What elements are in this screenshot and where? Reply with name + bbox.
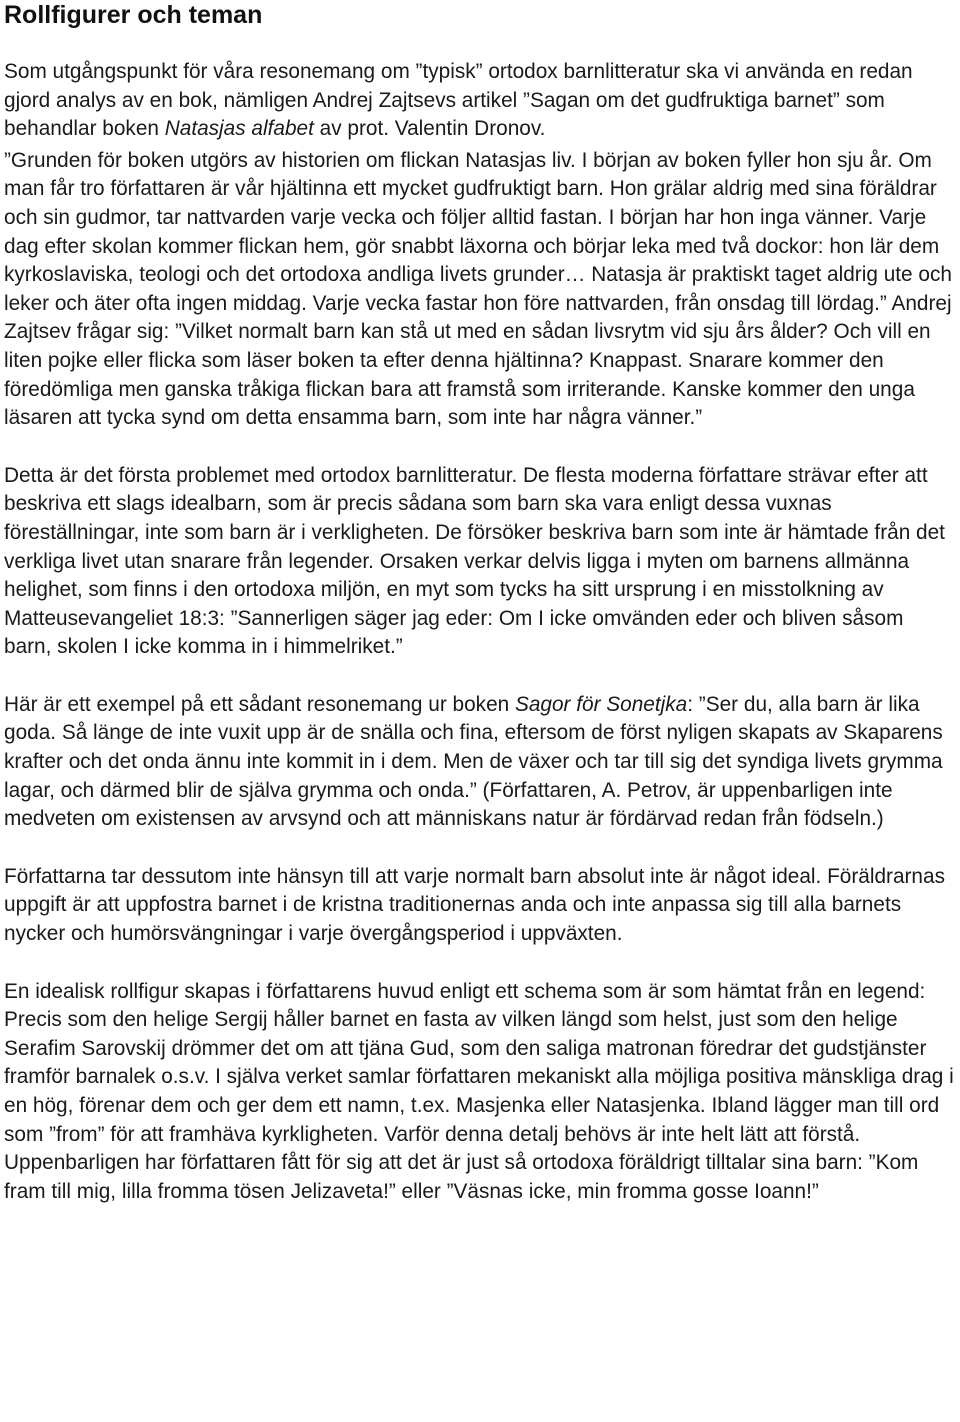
- book-title: Sagor för Sonetjka: [514, 692, 688, 716]
- book-title: Natasjas alfabet: [164, 117, 314, 141]
- paragraph-ideal: [4, 863, 956, 949]
- paragraph-problem: [4, 462, 956, 662]
- paragraph-text: av prot. Valentin Dronov.: [313, 117, 546, 141]
- page-title: Rollfigurer och teman: [4, 1, 263, 29]
- paragraph-text: Här är ett exempel på ett sådant resonemang ur boken: [4, 692, 515, 716]
- paragraph-rollfigur: [4, 978, 956, 1207]
- paragraph-text: Detta är det första problemet med ortodox barnlitteratur. De flesta moderna författare strävar efter att beskriva ett slags idealbarn, som är precis sådana som barn ska vara enligt dessa vuxnas föreställningar, inte som barn är i verkligheten. De försöker beskriva barn som inte är hämtade från det verkliga livet utan snarare från legender. Orsaken verkar delvis ligga i myten om barnens allmänna helighet, som finns i den ortodoxa miljön, en myt som tycks ha sitt ursprung i en misstolkning av Matteusevangeliet 18:3: ”Sannerligen säger jag eder: Om I icke omvänden eder och bliven såsom barn, skolen I icke komma in i himmelriket.”: [4, 463, 945, 659]
- paragraph-text: ”Grunden för boken utgörs av historien om flickan Natasjas liv. I början av boken fyller hon sju år. Om man får tro författaren är vår hjältinna ett mycket gudfruktigt barn. Hon grälar aldrig med sina föräldrar och sin gudmor, tar nattvarden varje vecka och följer alltid fastan. I början har hon inga vänner. Varje dag efter skolan kommer flickan hem, gör snabbt läxorna och börjar leka med två dockor: hon lär dem kyrkoslaviska, teologi och det ortodoxa andliga livets grunder… Natasja är praktiskt taget aldrig ute och leker och äter ofta ingen middag. Varje vecka fastar hon före nattvarden, från onsdag till lördag.” Andrej Zajtsev frågar sig: ”Vilket normalt barn kan stå ut med en sådan livsrytm vid sju års ålder? Och vill en liten pojke eller flicka som läser boken ta efter denna hjältinna? Knappast. Snarare kommer den föredömliga men ganska tråkiga flickan bara att framstå som irriterande. Kanske kommer den unga läsaren att tycka synd om detta ensamma barn, som inte har några vänner.”: [4, 148, 952, 430]
- paragraph-text: Som utgångspunkt för våra resonemang om ”typisk” ortodox barnlitteratur ska vi använda en redan gjord analys av en bok, nämligen Andrej Zajtsevs artikel ”Sagan om det gudfruktiga barnet” som behandlar boken: [4, 60, 913, 141]
- paragraph-intro: [4, 58, 956, 144]
- paragraph-text: Författarna tar dessutom inte hänsyn till att varje normalt barn absolut inte är något ideal. Föräldrarnas uppgift är att uppfostra barnet i de kristna traditionernas anda och inte anpassa sig till alla barnets nycker och humörsvängningar i varje övergångsperiod i uppväxten.: [4, 864, 945, 946]
- paragraph-quote: [4, 147, 956, 433]
- paragraph-example: [4, 691, 956, 834]
- document-page: [4, 0, 956, 1206]
- paragraph-text: En idealisk rollfigur skapas i författarens huvud enligt ett schema som är som hämtat från en legend: Precis som den helige Sergij håller barnet en fasta av vilken längd som helst, just som den helige Serafim Sarovskij drömmer det om att tjäna Gud, som den saliga matronan föredrar det gudstjänster framför barnalek o.s.v. I själva verket samlar författaren mekaniskt alla möjliga positiva mänskliga drag i en hög, förenar dem och ger dem ett namn, t.ex. Masjenka eller Natasjenka. Ibland lägger man till ord som ”from” för att framhäva kyrkligheten. Varför denna detalj behövs är inte helt lätt att förstå. Uppenbarligen har författaren fått för sig att det är just så ortodoxa föräldrigt tilltalar sina barn: ”Kom fram till mig, lilla fromma tösen Jelizaveta!” eller ”Väsnas icke, min fromma gosse Ioann!”: [4, 979, 954, 1203]
- paragraph-text: : ”Ser du, alla barn är lika goda. Så länge de inte vuxit upp är de snälla och fina, eftersom de först nyligen skapats av Skaparens krafter och det onda ännu inte kommit in i dem. Men de växer och tar till sig det syndiga livets grymma lagar, och därmed blir de själva grymma och onda.” (Författaren, A. Petrov, är uppenbarligen inte medveten om existensen av arvsynd och att människans natur är fördärvad redan från födseln.): [4, 692, 943, 831]
